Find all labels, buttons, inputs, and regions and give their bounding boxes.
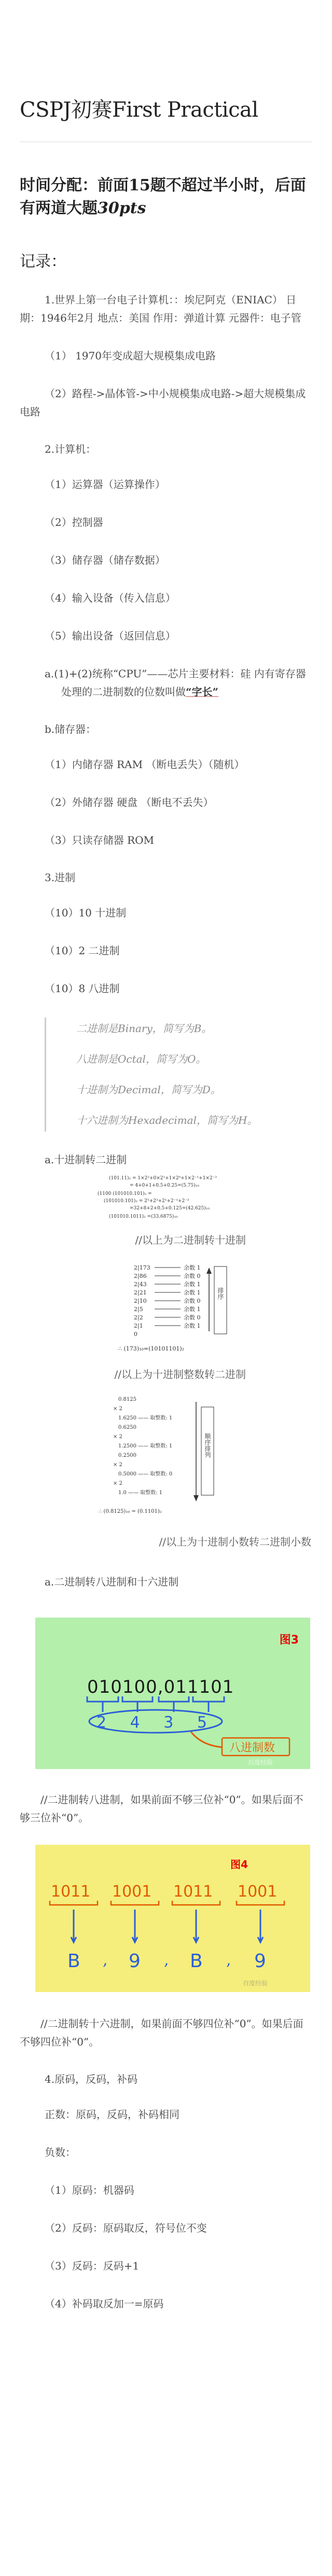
watermark-4: 百度经验 [243,1980,268,1987]
remainder-value: 余数 0 [184,1314,201,1321]
fraction-step: 1.2500 —— 取整数: 1 [118,1443,173,1449]
hex-group-2: 1001 [112,1883,152,1901]
cpu-line-b: 处理的二进制数的位数叫做 [61,686,186,698]
fraction-step: × 2 [113,1434,122,1440]
octal-bits: 010100,011101 [87,1677,234,1697]
division-step: 2|173 [134,1264,150,1271]
code-item-1: （1）原码：机器码 [45,2184,134,2196]
hex-digit-2: 9 [129,1951,141,1972]
octal-photo [35,1618,310,1769]
history-p2: （1） 1970年变成超大规模集成电路 [45,350,216,362]
base-item-3: （10）8 八进制 [45,982,120,995]
formula-l5: =32+8+2+0.5+0.125=(42.625)₁₀ [130,1206,210,1211]
fraction-step: × 2 [113,1406,122,1412]
hex-digit-4: 9 [254,1951,266,1972]
order-box [214,1266,227,1334]
bin-oct-heading: a.二进制转八进制和十六进制 [45,1576,179,1588]
notes-heading: 记录： [20,253,66,271]
order-label-2: 顺序排列 [204,1433,211,1458]
division-step: 2|10 [134,1298,147,1304]
page-title: CSPJ初赛First Practical [20,0,312,142]
cpu-line-a: a.(1)+(2)统称“CPU”——芯片主要材料：硅 内有寄存器 [45,667,306,680]
storage-heading: b.储存器： [45,723,96,735]
hex-arrows [71,1910,263,1942]
hex-digit-3: B [190,1951,203,1972]
base-item-1: （10）10 十进制 [45,907,127,919]
time-allocation [20,174,312,219]
division-step: 2|86 [134,1273,147,1279]
hex-group-3: 1011 [173,1883,213,1901]
computer-item-4: （4）输入设备（传入信息） [45,592,176,604]
fraction-step: 0.5000 —— 取整数: 0 [118,1471,173,1477]
note-arrow [191,1732,222,1747]
base-quotes [20,1018,312,1132]
watermark-3: 百度经验 [248,1759,273,1766]
octal-note: 八进制数 [229,1742,275,1755]
fraction-step: × 2 [113,1481,122,1486]
figure-3-tag: 图3 [279,1634,299,1647]
division-step: 2|43 [134,1281,147,1288]
fraction-step: 1.6250 —— 取整数: 1 [118,1415,173,1421]
computer-item-2: （2）控制器 [45,516,103,528]
quote-binary: 二进制是Binary，简写为B。 [45,1018,312,1050]
code-item-2: （2）反码：原码取反，符号位不变 [45,2222,207,2234]
hex-group-4: 1001 [238,1883,278,1901]
tree-result: ∴ (173)₁₀=(10101101)₂ [118,1345,185,1352]
code-item-4: （4）补码取反加一=原码 [45,2297,164,2310]
code-item-3: （3）反码：反码+1 [45,2260,140,2272]
hex-comma-1: , [103,1951,108,1969]
base-heading: 3.进制 [45,871,76,884]
fraction-step: 0.8125 [118,1397,136,1402]
figure-4-tag: 图4 [230,1858,248,1871]
formula-image [98,1175,248,1224]
time-pts: 30pts [98,199,146,217]
hex-comma-2: , [164,1951,169,1969]
fraction-step: 1.0 —— 取整数: 1 [118,1490,163,1496]
formula-l1: (101.11)₂ = 1×2²+0×2¹+1×2⁰+1×2⁻¹+1×2⁻² [109,1176,217,1181]
computer-item-5: （5）输出设备（返回信息） [45,630,176,642]
caption-bin-dec: //以上为二进制转十进制 [135,1234,246,1246]
code-negative: 负数： [45,2146,76,2159]
remainder-value: 余数 0 [184,1298,201,1304]
cpu-paragraph [20,665,312,701]
time-allocation-text: 时间分配：前面15题不超过半小时，后面有两道大题 [20,176,306,217]
hex-digit-1: B [67,1951,80,1972]
division-step: 2|1 [134,1322,143,1329]
storage-item-1: （1）内储存器 RAM （断电丢失）（随机） [45,758,245,771]
formula-l4: (101010.101)₂ = 2⁵+2³+2¹+2⁻¹+2⁻³ [104,1199,189,1204]
arrow-down-head [193,1495,199,1501]
remainder-value: 余数 1 [184,1281,201,1288]
caption-dec-bin-frac: //以上为十进制小数转二进制小数 [159,1536,311,1548]
formula-l6: (101010.1011)₂ =(33.6875)₁₀ [109,1214,178,1219]
formula-l3: (1100 (101010.101)₂ = [98,1191,152,1196]
caption-bin-hex: //二进制转十六进制，如果前面不够四位补“0”。如果后面不够四位补“0”。 [20,2017,303,2048]
hex-comma-3: , [226,1951,231,1969]
order-label: 排序 [217,1287,224,1300]
code-positive: 正数：原码，反码，补码相同 [45,2108,179,2121]
division-step: 2|2 [134,1314,143,1321]
hex-brackets [50,1901,284,1905]
caption-bin-oct: //二进制转八进制，如果前面不够三位补“0”。如果后面不够三位补“0”。 [20,1793,303,1824]
division-diagram [98,1261,253,1355]
quote-decimal: 十进制为Decimal，简写为D。 [45,1081,312,1111]
remainder-value: 余数 1 [184,1322,201,1329]
fraction-step: × 2 [113,1462,122,1468]
remainder-value: 余数 1 [184,1289,201,1296]
formula-l2: = 4+0+1+0.5+0.25=(5.75)₁₀ [130,1183,199,1188]
hex-drawing [35,1845,310,1992]
storage-item-3: （3）只读存储器 ROM [45,834,155,846]
history-p3: （2）路程->晶体管->中小规模集成电路->超大规模集成电路 [20,387,306,418]
computer-heading: 2.计算机： [45,443,96,455]
division-step: 0 [134,1331,137,1338]
quote-octal: 八进制是Octal，简写为O。 [45,1050,312,1081]
code-heading: 4.原码，反码，补码 [45,2073,138,2085]
octal-drawing [35,1618,310,1769]
division-step: 2|21 [134,1289,147,1296]
computer-item-3: （3）储存器（储存数据） [45,554,165,566]
computer-item-1: （1）运算器（运算操作） [45,478,165,491]
fraction-step: 0.2500 [118,1453,136,1458]
arrow-up-head [206,1268,212,1274]
hex-group-1: 1011 [51,1883,91,1901]
octal-digits: 2 4 3 5 [96,1714,216,1732]
cpu-word-length: “字长” [186,686,219,698]
base-item-2: （10）2 二进制 [45,944,120,957]
storage-item-2: （2）外储存器 硬盘 （断电不丢失） [45,796,214,809]
hex-groups [51,1883,277,1901]
tree2-result: ∴ (0.8125)₁₀ = (0.1101)₂ [99,1509,162,1514]
dec-bin-heading: a.十进制转二进制 [45,1153,127,1166]
history-p1: 1.世界上第一台电子计算机：：埃尼阿克（ENIAC） 日期：1946年2月 地点：美国 作用：弹道计算 元器件：电子管 [20,294,301,324]
remainder-value: 余数 0 [184,1273,201,1279]
fraction-step: 0.6250 [118,1425,136,1430]
quote-hex: 十六进制为Hexadecimal，简写为H。 [45,1111,312,1132]
caption-dec-bin-int: //以上为十进制整数转二进制 [114,1368,246,1381]
hex-photo [35,1845,310,1992]
fraction-diagram [87,1391,243,1516]
division-step: 2|5 [134,1306,143,1313]
remainder-value: 余数 1 [184,1264,201,1271]
remainder-value: 余数 1 [184,1306,201,1313]
